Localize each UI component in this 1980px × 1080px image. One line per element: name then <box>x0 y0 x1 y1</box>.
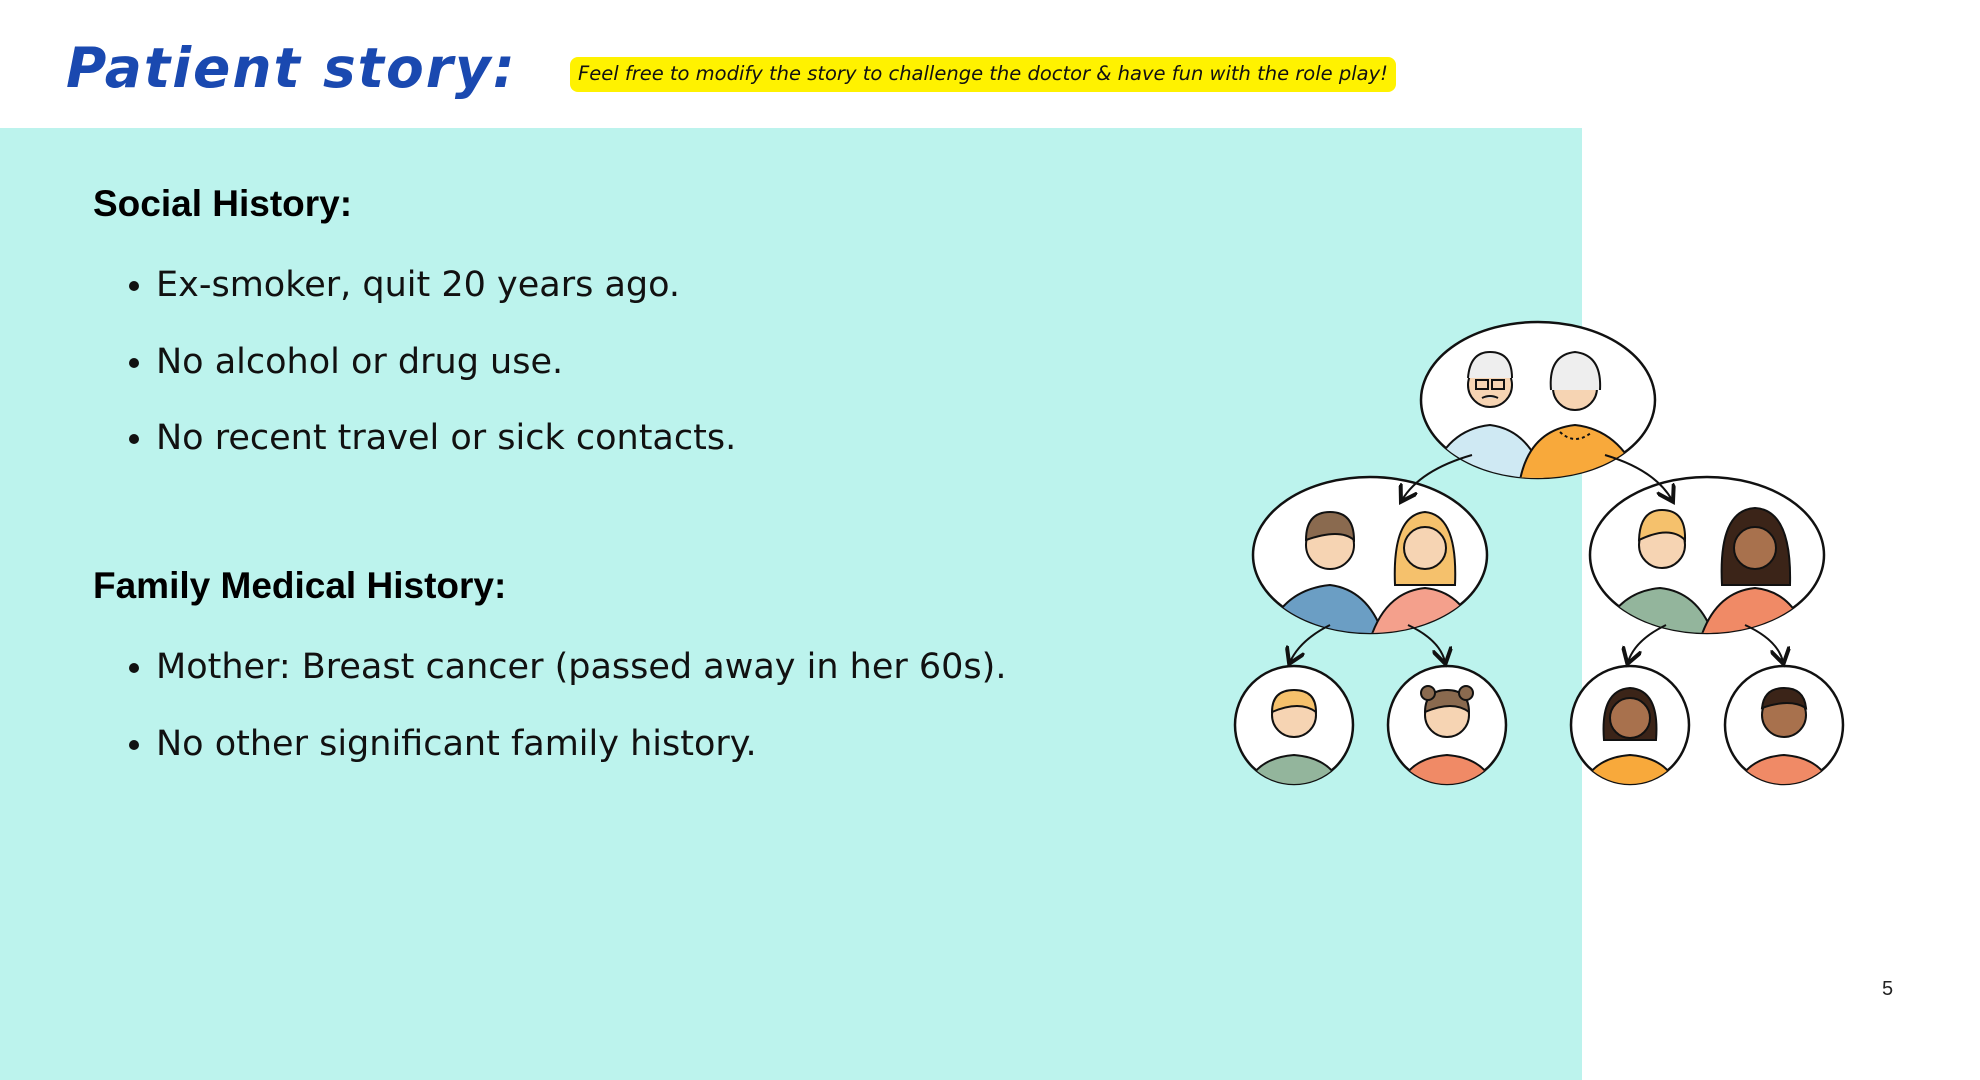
left-parents-portrait <box>1253 477 1487 640</box>
list-item: Ex-smoker, quit 20 years ago. <box>93 264 736 306</box>
family-tree-illustration <box>1225 315 1855 795</box>
child-portrait-2 <box>1388 666 1506 790</box>
list-item: Mother: Breast cancer (passed away in her 60s). <box>93 646 1006 688</box>
social-history-heading: Social History: <box>93 183 353 224</box>
right-parents-portrait <box>1590 477 1824 640</box>
role-play-hint: Feel free to modify the story to challenge the doctor & have fun with the role play! <box>570 57 1396 92</box>
page-title: Patient story: <box>66 36 517 100</box>
social-history-list <box>93 264 736 494</box>
list-item: No alcohol or drug use. <box>93 341 736 383</box>
family-history-heading: Family Medical History: <box>93 565 507 606</box>
family-history-list <box>93 646 1006 799</box>
grandparents-portrait <box>1421 322 1655 480</box>
list-item: No recent travel or sick contacts. <box>93 417 736 459</box>
child-portrait-1 <box>1235 666 1353 790</box>
page-number: 5 <box>1882 978 1894 1000</box>
child-portrait-3 <box>1571 666 1689 790</box>
child-portrait-4 <box>1725 666 1843 790</box>
list-item: No other significant family history. <box>93 723 1006 765</box>
